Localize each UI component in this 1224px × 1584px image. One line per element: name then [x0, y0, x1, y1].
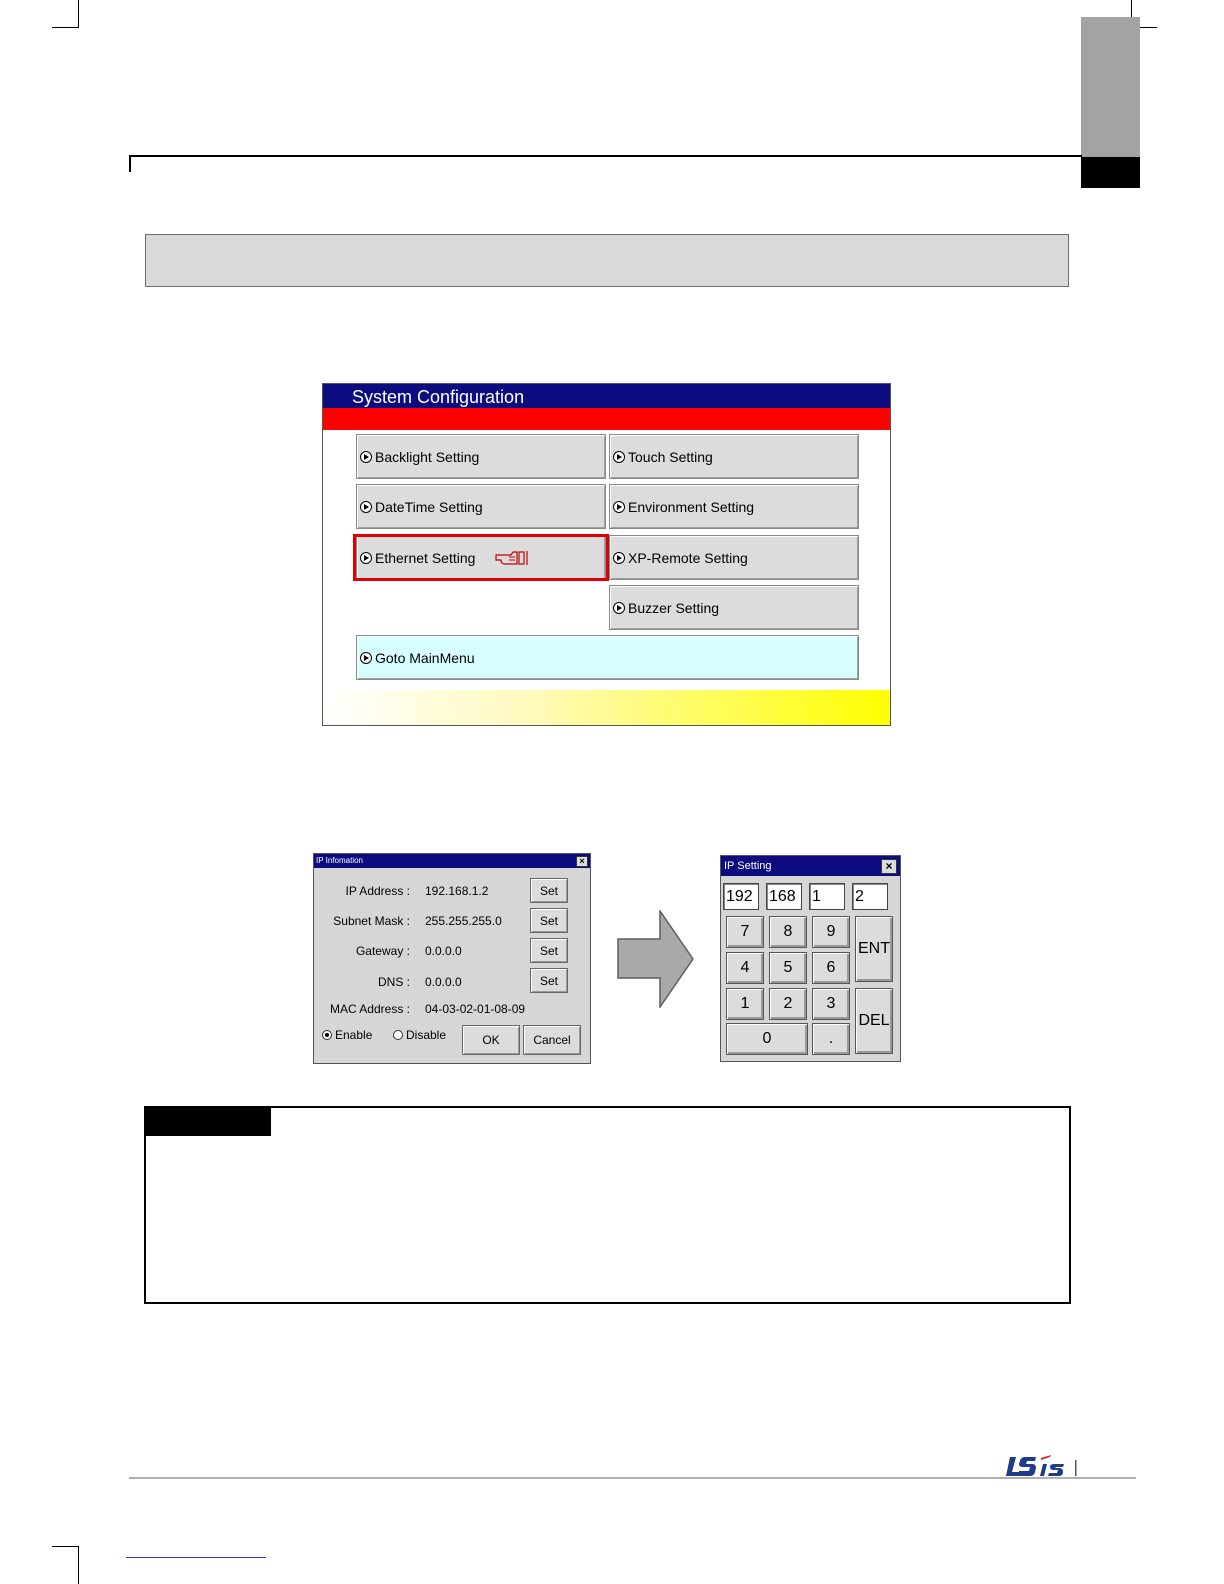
subnet-mask-label: Subnet Mask :	[333, 914, 410, 928]
right-arrow-icon	[617, 910, 695, 1008]
backlight-setting-button[interactable]	[356, 434, 606, 479]
datetime-setting-button[interactable]	[356, 484, 606, 529]
subnet-mask-set-button[interactable]: Set	[530, 908, 568, 933]
key-4[interactable]: 4	[726, 952, 764, 984]
ok-button[interactable]: OK	[462, 1025, 520, 1055]
button-label: Touch Setting	[628, 448, 713, 465]
key-8[interactable]: 8	[769, 916, 807, 948]
arrow-circle-icon	[613, 552, 625, 564]
ethernet-highlight-box	[353, 534, 609, 581]
key-1[interactable]: 1	[726, 988, 764, 1020]
key-3[interactable]: 3	[812, 988, 850, 1020]
key-7[interactable]: 7	[726, 916, 764, 948]
close-icon[interactable]: ×	[881, 859, 897, 874]
goto-mainmenu-button[interactable]	[356, 635, 859, 680]
red-banner	[323, 408, 890, 430]
key-ent[interactable]: ENT	[855, 916, 893, 982]
crop-mark	[78, 0, 79, 27]
arrow-circle-icon	[360, 652, 372, 664]
enable-radio[interactable]	[322, 1030, 332, 1040]
button-label: Backlight Setting	[375, 448, 480, 465]
arrow-circle-icon	[360, 501, 372, 513]
header-rule	[129, 155, 1082, 157]
ip-information-dialog	[313, 853, 591, 1064]
ls-is-logo	[1006, 1452, 1086, 1480]
pointing-hand-icon	[495, 549, 533, 567]
dialog-title: IP Setting	[724, 860, 772, 872]
key-2[interactable]: 2	[769, 988, 807, 1020]
key-dot[interactable]: .	[812, 1023, 850, 1055]
arrow-circle-icon	[360, 451, 372, 463]
chapter-tab	[1081, 17, 1140, 157]
title-bar	[314, 854, 590, 868]
button-label: Goto MainMenu	[375, 649, 475, 666]
ip-octet-2[interactable]: 168	[766, 883, 802, 910]
disable-label: Disable	[406, 1028, 447, 1042]
ip-octet-4[interactable]: 2	[852, 883, 888, 910]
buzzer-setting-button[interactable]	[609, 585, 859, 630]
ip-octet-3[interactable]: 1	[809, 883, 845, 910]
arrow-circle-icon	[613, 451, 625, 463]
button-label: Buzzer Setting	[628, 599, 720, 616]
note-box	[144, 1106, 1071, 1304]
button-label: Environment Setting	[628, 498, 755, 515]
ip-address-set-button[interactable]: Set	[530, 878, 568, 903]
cancel-button[interactable]: Cancel	[523, 1025, 581, 1055]
xp-remote-setting-button[interactable]	[609, 535, 859, 580]
mac-address-value: 04-03-02-01-08-09	[425, 1002, 526, 1016]
disable-radio[interactable]	[393, 1030, 403, 1040]
button-label: Ethernet Setting	[375, 549, 476, 566]
dns-set-button[interactable]: Set	[530, 968, 568, 993]
footer-gradient	[323, 690, 890, 725]
close-icon[interactable]: ×	[576, 856, 588, 867]
crop-mark	[52, 27, 79, 28]
arrow-circle-icon	[613, 501, 625, 513]
bottom-link-underline	[126, 1557, 266, 1558]
section-heading-band	[145, 234, 1069, 287]
key-del[interactable]: DEL	[855, 988, 893, 1054]
arrow-circle-icon	[613, 602, 625, 614]
ip-octet-1[interactable]: 192	[723, 883, 759, 910]
crop-mark	[78, 1546, 79, 1584]
system-configuration-window	[322, 383, 891, 726]
gateway-set-button[interactable]: Set	[530, 938, 568, 963]
mac-address-label: MAC Address :	[329, 1002, 410, 1016]
enable-label: Enable	[335, 1028, 373, 1042]
dns-value: 0.0.0.0	[425, 975, 462, 989]
gateway-value: 0.0.0.0	[425, 944, 462, 958]
subnet-mask-value: 255.255.255.0	[425, 914, 502, 928]
key-0[interactable]: 0	[726, 1023, 808, 1055]
environment-setting-button[interactable]	[609, 484, 859, 529]
window-title: System Configuration	[352, 387, 525, 407]
button-label: XP-Remote Setting	[628, 549, 748, 566]
ip-address-label: IP Address :	[345, 884, 410, 898]
header-rule-tick	[129, 155, 131, 172]
footer-rule	[129, 1477, 1136, 1479]
gateway-label: Gateway :	[355, 944, 410, 958]
touch-setting-button[interactable]	[609, 434, 859, 479]
note-tab	[146, 1108, 271, 1136]
dialog-title: IP Infomation	[316, 856, 363, 865]
key-9[interactable]: 9	[812, 916, 850, 948]
title-bar	[323, 384, 890, 408]
dns-label: DNS :	[377, 975, 410, 989]
title-bar	[721, 856, 900, 876]
chapter-tab-dark	[1081, 157, 1140, 188]
crop-mark	[52, 1546, 79, 1547]
button-label: DateTime Setting	[375, 498, 483, 515]
key-6[interactable]: 6	[812, 952, 850, 984]
ip-setting-dialog	[720, 855, 901, 1062]
ip-address-value: 192.168.1.2	[425, 884, 489, 898]
key-5[interactable]: 5	[769, 952, 807, 984]
